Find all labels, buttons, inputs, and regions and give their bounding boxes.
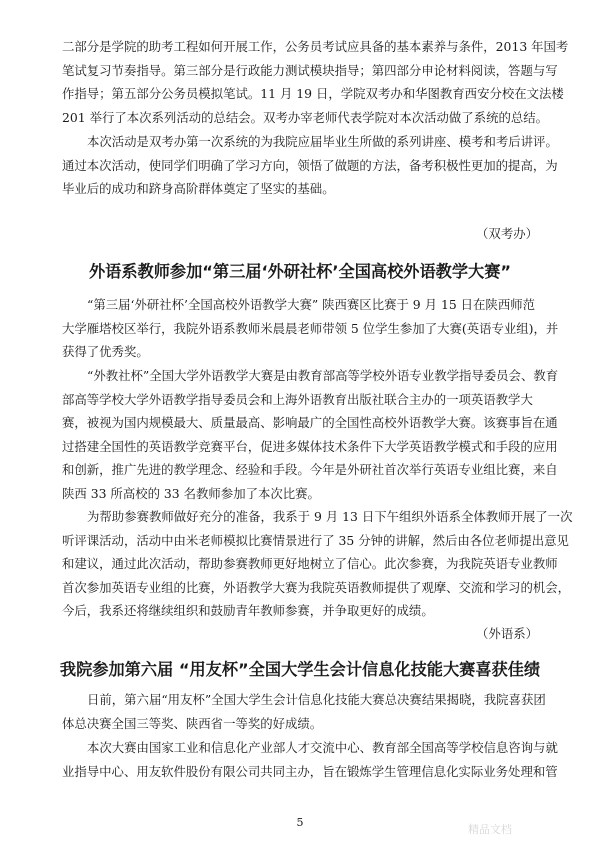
watermark: 精品文档	[468, 823, 512, 836]
paragraph-preparation	[62, 505, 573, 623]
text-line: “外教社杯”全国大学外语教学大赛是由教育部高等学校外语专业教学指导委员会、教育	[87, 368, 559, 383]
text-line: 通过本次活动，使同学们明确了学习方向，领悟了做题的方法，备考积极性更加的提高，为	[62, 157, 558, 173]
text-line: 获得了优秀奖。	[62, 344, 149, 359]
text-line: 为帮助参赛教师做好充分的准备，我系于 9 月 13 日下午组织外语系全体教师开展了一次	[87, 509, 573, 524]
text-line: 笔试复习节奏指导。第三部分是行政能力测试模块指导；第四部分申论材料阅读，答题与写	[62, 62, 558, 78]
paragraph-result	[62, 688, 546, 735]
paragraph-organizers	[62, 736, 558, 783]
text-line: “第三届‘外研社杯’全国高校外语教学大赛” 陕西赛区比赛于 9 月 15 日在陕西师范	[87, 297, 535, 312]
signature-waiyuxi: （外语系）	[476, 626, 538, 641]
paragraph-summary	[62, 130, 558, 201]
text-line: 和创新，推广先进的教学理念、经验和手段。今年是外研社首次举行英语专业组比赛，来自	[62, 462, 558, 477]
text-line: 陕西 33 所高校的 33 名教师参加了本次比赛。	[62, 485, 320, 501]
page-number: 5	[296, 816, 304, 829]
paragraph-intro	[62, 293, 559, 364]
text-line: 和建议，通过此次活动，帮助参赛教师更好地树立了信心。此次参赛，为我院英语专业教师	[62, 556, 558, 571]
text-line: 部高等学校大学外语教学指导委员会和上海外语教育出版社联合主办的一项英语教学大	[62, 391, 533, 407]
text-line: 二部分是学院的助考工程如何开展工作，公务员考试应具备的基本素养与条件，2013 年国考	[62, 39, 569, 54]
paragraph-contest-description	[62, 364, 559, 505]
text-line: 201 举行了本次系列活动的总结会。双考办宰老师代表学院对本次活动做了系统的总结。	[62, 109, 549, 125]
text-line: 本次大赛由国家工业和信息化产业部人才交流中心、教育部全国高等学校信息咨询与就	[87, 740, 558, 755]
signature-shuangkaoban: （双考办）	[476, 226, 538, 241]
text-line: 业指导中心、用友软件股份有限公司共同主办，旨在锻炼学生管理信息化实际业务处理和管	[62, 763, 558, 779]
article-title-waiyu: 外语系教师参加“第三届‘外研社杯’全国高校外语教学大赛”	[88, 262, 512, 281]
text-line: 首次参加英语专业组的比赛，外语教学大赛为我院英语教师提供了观摩、交流和学习的机会，	[62, 579, 571, 595]
text-line: 大学雁塔校区举行，我院外语系教师米晨晨老师带领 5 位学生参加了大赛(英语专业组)，并	[62, 320, 559, 336]
text-line: 本次活动是双考办第一次系统的为我院应届毕业生所做的系列讲座、模考和考后讲评。	[87, 134, 558, 149]
text-line: 作指导；第五部分公务员模拟笔试。11 月 19 日，学院双考办和华图教育西安分校在文法楼	[62, 86, 564, 101]
text-line: 过搭建全国性的英语教学竞赛平台，促进多媒体技术条件下大学英语教学模式和手段的应用	[62, 438, 558, 454]
text-line: 赛，被视为国内规模最大、质量最高、影响最广的全国性高校外语教学大赛。该赛事旨在通	[62, 415, 558, 430]
text-line: 日前，第六届“用友杯”全国大学生会计信息化技能大赛总决赛结果揭晓，我院喜获团	[87, 692, 546, 707]
text-line: 毕业后的成功和跻身高阶群体奠定了坚实的基础。	[62, 181, 335, 196]
article-title-yonyou: 我院参加第六届 “用友杯”全国大学生会计信息化技能大赛喜获佳绩	[59, 660, 541, 679]
text-line: 今后，我系还将继续组织和鼓励青年教师参赛，并争取更好的成绩。	[62, 603, 434, 618]
text-line: 体总决赛全国三等奖、陕西省一等奖的好成绩。	[62, 715, 323, 731]
paragraph-continuation	[62, 35, 569, 129]
text-line: 听评课活动，活动中由米老师模拟比赛情景进行了 35 分钟的讲解，然后由各位老师提出意见	[62, 532, 569, 548]
